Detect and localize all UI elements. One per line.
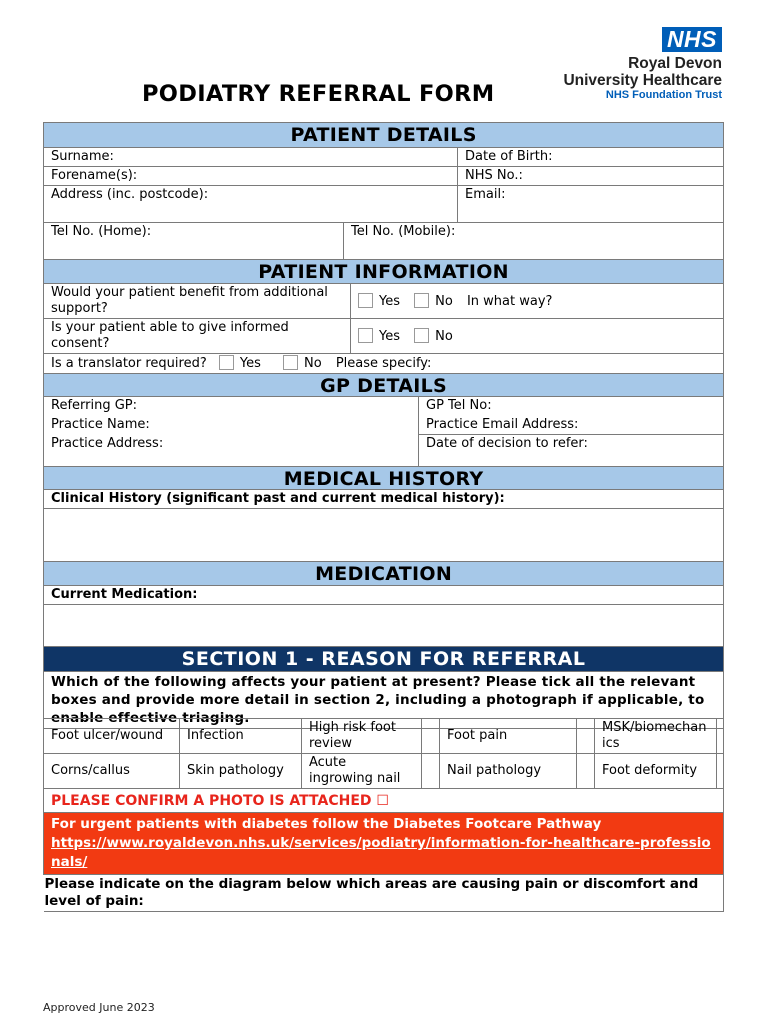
nhs-logo-badge: NHS <box>662 27 722 52</box>
section-header-medical-history <box>44 467 724 490</box>
dob-field[interactable]: Date of Birth: <box>458 148 724 167</box>
practice-name-field[interactable]: Practice Name: <box>44 416 419 435</box>
current-medication-input[interactable] <box>44 605 724 647</box>
approval-footer: Approved June 2023 <box>43 1001 155 1014</box>
gp-tel-field[interactable]: GP Tel No: <box>419 397 724 416</box>
referral-options-grid <box>43 718 724 912</box>
surname-field[interactable]: Surname: <box>44 148 458 167</box>
translator-no-label: No <box>304 356 322 371</box>
foot-deformity-tick[interactable] <box>717 754 724 789</box>
ingrowing-nail-tick[interactable] <box>422 754 440 789</box>
practice-address-field[interactable]: Practice Address: <box>44 435 419 467</box>
section-header-reason-for-referral <box>44 647 724 672</box>
podiatry-info-link[interactable]: https://www.royaldevon.nhs.uk/services/podiatry/information-for-healthcare-professionals/ <box>51 835 711 870</box>
option-skin-pathology: Skin pathology <box>180 754 302 789</box>
urgent-diabetes-note: For urgent patients with diabetes follow the Diabetes Footcare Pathway <box>51 816 602 832</box>
consent-question: Is your patient able to give informed consent? <box>44 319 351 354</box>
consent-no-checkbox[interactable] <box>414 328 429 343</box>
option-high-risk-foot: High risk foot review <box>302 719 422 754</box>
additional-support-options <box>351 284 724 319</box>
referring-gp-field[interactable]: Referring GP: <box>44 397 419 416</box>
option-foot-pain: Foot pain <box>440 719 577 754</box>
in-what-way-label: In what way? <box>466 293 553 309</box>
email-field[interactable]: Email: <box>458 186 724 223</box>
reason-for-referral-heading: SECTION 1 - REASON FOR REFERRAL <box>44 647 724 672</box>
clinical-history-label: Clinical History (significant past and current medical history): <box>44 490 724 509</box>
patient-details-heading: PATIENT DETAILS <box>44 123 724 148</box>
forenames-field[interactable]: Forename(s): <box>44 167 458 186</box>
section-header-gp-details <box>44 374 724 397</box>
option-foot-ulcer: Foot ulcer/wound <box>44 719 180 754</box>
decision-date-field[interactable]: Date of decision to refer: <box>419 435 724 467</box>
foot-pain-tick[interactable] <box>577 719 595 754</box>
current-medication-label: Current Medication: <box>44 586 724 605</box>
option-msk: MSK/biomechanics <box>595 719 717 754</box>
translator-question: Is a translator required? <box>51 356 207 371</box>
patient-information-heading: PATIENT INFORMATION <box>44 260 724 284</box>
tel-home-field[interactable]: Tel No. (Home): <box>44 223 344 260</box>
additional-support-question: Would your patient benefit from additional support? <box>44 284 351 319</box>
consent-options <box>351 319 724 354</box>
medical-history-heading: MEDICAL HISTORY <box>44 467 724 490</box>
section-header-patient-information <box>44 260 724 284</box>
support-no-label: No <box>435 293 453 309</box>
option-corns: Corns/callus <box>44 754 180 789</box>
translator-row <box>44 354 724 374</box>
option-nail-pathology: Nail pathology <box>440 754 577 789</box>
org-name-line1: Royal Devon <box>628 55 722 72</box>
support-yes-checkbox[interactable] <box>358 293 373 308</box>
support-no-checkbox[interactable] <box>414 293 429 308</box>
translator-yes-checkbox[interactable] <box>219 355 234 370</box>
consent-no-label: No <box>435 328 453 344</box>
translator-no-checkbox[interactable] <box>283 355 298 370</box>
support-yes-label: Yes <box>379 293 400 309</box>
address-field[interactable]: Address (inc. postcode): <box>44 186 458 223</box>
option-infection: Infection <box>180 719 302 754</box>
org-trust-line: NHS Foundation Trust <box>605 89 722 101</box>
consent-yes-checkbox[interactable] <box>358 328 373 343</box>
practice-email-field[interactable]: Practice Email Address: <box>419 416 724 435</box>
photo-confirm-note[interactable]: PLEASE CONFIRM A PHOTO IS ATTACHED ☐ <box>44 789 724 813</box>
urgent-banner <box>44 813 724 875</box>
option-foot-deformity: Foot deformity <box>595 754 717 789</box>
section-header-patient-details <box>44 123 724 148</box>
consent-yes-label: Yes <box>379 328 400 344</box>
gp-details-heading: GP DETAILS <box>44 374 724 397</box>
nhs-no-field[interactable]: NHS No.: <box>458 167 724 186</box>
tel-mobile-field[interactable]: Tel No. (Mobile): <box>344 223 724 260</box>
form-title: PODIATRY REFERRAL FORM <box>142 81 495 107</box>
diagram-instruction: Please indicate on the diagram below which areas are causing pain or discomfort and level of pain: <box>44 875 724 912</box>
medication-heading: MEDICATION <box>44 562 724 586</box>
section-header-medication <box>44 562 724 586</box>
referral-form-table <box>43 122 724 729</box>
msk-tick[interactable] <box>717 719 724 754</box>
option-ingrowing-nail: Acute ingrowing nail <box>302 754 422 789</box>
please-specify-label: Please specify: <box>335 356 432 371</box>
translator-yes-label: Yes <box>239 356 261 371</box>
org-name-line2: University Healthcare <box>563 72 722 89</box>
high-risk-foot-tick[interactable] <box>422 719 440 754</box>
nail-pathology-tick[interactable] <box>577 754 595 789</box>
nhs-logo <box>522 27 722 102</box>
clinical-history-input[interactable] <box>44 509 724 562</box>
reason-instructions: Which of the following affects your patient at present? Please tick all the relevant boxes and provide more detail in section 2, including a photograph if applicable, to enable effective triaging. <box>44 672 724 729</box>
